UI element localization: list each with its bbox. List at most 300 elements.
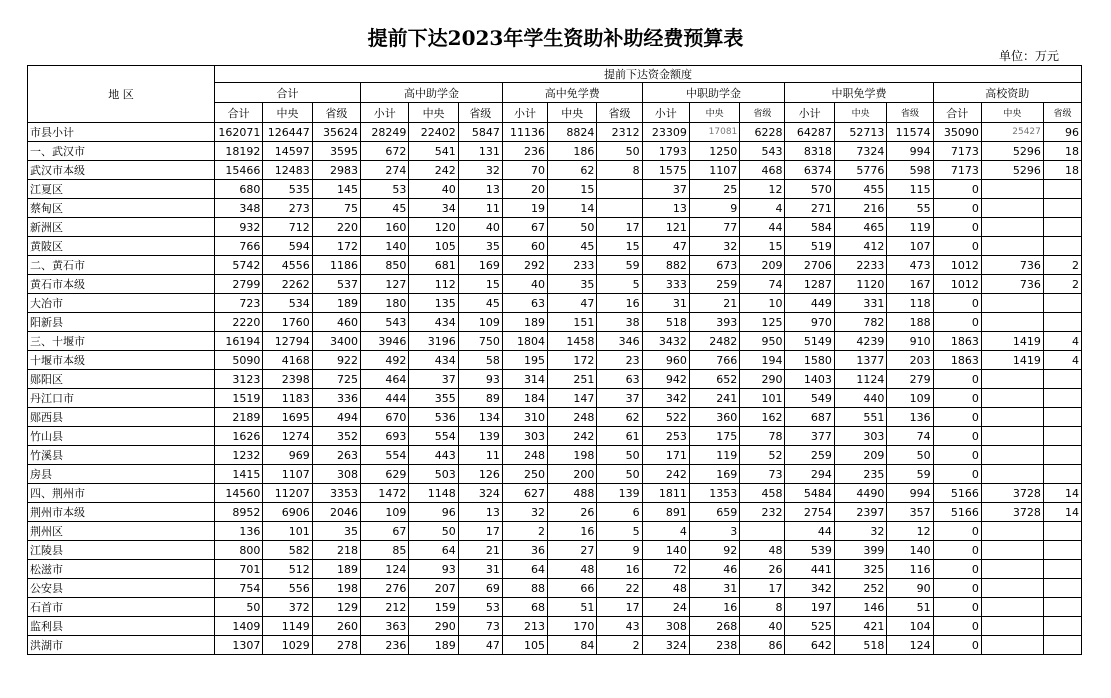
value-cell (1043, 541, 1081, 560)
value-cell: 43 (597, 617, 642, 636)
page-title: 提前下达2023年学生资助补助经费预算表 (367, 26, 744, 50)
value-cell: 14 (548, 199, 597, 218)
value-cell: 4 (1043, 351, 1081, 370)
value-cell: 3196 (409, 332, 458, 351)
value-cell: 1107 (689, 161, 739, 180)
value-cell: 169 (689, 465, 739, 484)
value-cell: 16 (689, 598, 739, 617)
value-cell: 1458 (548, 332, 597, 351)
value-cell: 25 (689, 180, 739, 199)
value-cell: 62 (597, 408, 642, 427)
value-cell: 203 (887, 351, 933, 370)
value-cell: 554 (361, 446, 409, 465)
value-cell: 171 (642, 446, 689, 465)
value-cell: 194 (740, 351, 785, 370)
value-cell: 342 (785, 579, 834, 598)
value-cell: 198 (312, 579, 360, 598)
sub-header: 合计 (215, 103, 263, 123)
value-cell: 37 (409, 370, 458, 389)
sub-header: 中央 (834, 103, 887, 123)
value-cell: 942 (642, 370, 689, 389)
value-cell: 52713 (834, 123, 887, 142)
category-header: 高校资助 (933, 83, 1081, 103)
sub-header: 省级 (740, 103, 785, 123)
value-cell (1043, 218, 1081, 237)
value-cell: 960 (642, 351, 689, 370)
value-cell: 5 (597, 275, 642, 294)
value-cell: 216 (834, 199, 887, 218)
value-cell: 36 (502, 541, 547, 560)
region-name: 大冶市 (28, 294, 215, 313)
value-cell: 372 (263, 598, 312, 617)
sub-header: 小计 (361, 103, 409, 123)
table-row (28, 199, 1082, 218)
value-cell: 910 (887, 332, 933, 351)
value-cell: 16 (597, 560, 642, 579)
value-cell: 66 (548, 579, 597, 598)
region-name: 荆州区 (28, 522, 215, 541)
value-cell: 268 (689, 617, 739, 636)
value-cell: 3400 (312, 332, 360, 351)
value-cell: 17 (597, 218, 642, 237)
value-cell: 292 (502, 256, 547, 275)
region-name: 二、黄石市 (28, 256, 215, 275)
value-cell: 534 (263, 294, 312, 313)
value-cell: 84 (548, 636, 597, 655)
value-cell: 37 (597, 389, 642, 408)
value-cell: 412 (834, 237, 887, 256)
value-cell: 2706 (785, 256, 834, 275)
region-name: 荆州市本级 (28, 503, 215, 522)
region-name: 江夏区 (28, 180, 215, 199)
value-cell (1043, 180, 1081, 199)
value-cell: 119 (887, 218, 933, 237)
value-cell (740, 522, 785, 541)
value-cell (1043, 636, 1081, 655)
value-cell: 355 (409, 389, 458, 408)
value-cell: 5847 (458, 123, 502, 142)
value-cell: 14560 (215, 484, 263, 503)
value-cell: 50 (597, 142, 642, 161)
region-header: 地 区 (28, 66, 215, 123)
value-cell: 96 (1043, 123, 1081, 142)
value-cell: 46 (689, 560, 739, 579)
value-cell: 124 (361, 560, 409, 579)
value-cell (981, 294, 1043, 313)
value-cell: 140 (361, 237, 409, 256)
value-cell: 31 (458, 560, 502, 579)
value-cell: 31 (642, 294, 689, 313)
value-cell: 101 (740, 389, 785, 408)
value-cell: 195 (502, 351, 547, 370)
value-cell: 4556 (263, 256, 312, 275)
value-cell: 48 (642, 579, 689, 598)
value-cell: 1012 (933, 275, 981, 294)
value-cell: 50 (887, 446, 933, 465)
value-cell: 1415 (215, 465, 263, 484)
table-row (28, 465, 1082, 484)
value-cell: 0 (933, 617, 981, 636)
value-cell: 273 (263, 199, 312, 218)
value-cell: 197 (785, 598, 834, 617)
value-cell: 25427 (981, 123, 1043, 142)
table-row (28, 294, 1082, 313)
value-cell: 259 (689, 275, 739, 294)
value-cell: 518 (642, 313, 689, 332)
value-cell: 12 (740, 180, 785, 199)
value-cell: 12794 (263, 332, 312, 351)
value-cell: 1274 (263, 427, 312, 446)
value-cell (981, 541, 1043, 560)
value-cell: 135 (409, 294, 458, 313)
value-cell: 736 (981, 275, 1043, 294)
value-cell: 970 (785, 313, 834, 332)
value-cell: 6 (597, 503, 642, 522)
value-cell: 134 (458, 408, 502, 427)
value-cell: 314 (502, 370, 547, 389)
region-name: 十堰市本级 (28, 351, 215, 370)
value-cell: 147 (548, 389, 597, 408)
value-cell: 89 (458, 389, 502, 408)
value-cell: 160 (361, 218, 409, 237)
value-cell: 236 (502, 142, 547, 161)
table-row (28, 180, 1082, 199)
value-cell: 232 (740, 503, 785, 522)
value-cell: 324 (642, 636, 689, 655)
value-cell: 0 (933, 579, 981, 598)
value-cell: 47 (458, 636, 502, 655)
value-cell: 6374 (785, 161, 834, 180)
value-cell: 1232 (215, 446, 263, 465)
value-cell: 922 (312, 351, 360, 370)
table-row (28, 408, 1082, 427)
value-cell (1043, 370, 1081, 389)
value-cell: 209 (740, 256, 785, 275)
value-cell (981, 370, 1043, 389)
value-cell (597, 199, 642, 218)
category-header: 高中助学金 (361, 83, 503, 103)
value-cell: 125 (740, 313, 785, 332)
value-cell: 109 (887, 389, 933, 408)
value-cell (981, 180, 1043, 199)
region-name: 三、十堰市 (28, 332, 215, 351)
value-cell: 701 (215, 560, 263, 579)
value-cell: 444 (361, 389, 409, 408)
region-name: 丹江口市 (28, 389, 215, 408)
value-cell: 40 (409, 180, 458, 199)
value-cell: 0 (933, 389, 981, 408)
value-cell: 584 (785, 218, 834, 237)
value-cell: 3595 (312, 142, 360, 161)
region-name: 郧西县 (28, 408, 215, 427)
region-name: 阳新县 (28, 313, 215, 332)
value-cell: 14 (1043, 503, 1081, 522)
value-cell: 333 (642, 275, 689, 294)
sub-header: 小计 (785, 103, 834, 123)
value-cell: 331 (834, 294, 887, 313)
value-cell: 252 (834, 579, 887, 598)
value-cell: 673 (689, 256, 739, 275)
value-cell: 212 (361, 598, 409, 617)
table-row (28, 617, 1082, 636)
value-cell: 891 (642, 503, 689, 522)
value-cell: 4490 (834, 484, 887, 503)
value-cell: 1107 (263, 465, 312, 484)
value-cell: 336 (312, 389, 360, 408)
value-cell (981, 522, 1043, 541)
value-cell: 5166 (933, 503, 981, 522)
value-cell: 443 (409, 446, 458, 465)
value-cell: 220 (312, 218, 360, 237)
value-cell: 248 (502, 446, 547, 465)
value-cell: 145 (312, 180, 360, 199)
region-name: 黄陂区 (28, 237, 215, 256)
value-cell: 629 (361, 465, 409, 484)
value-cell: 360 (689, 408, 739, 427)
value-cell: 15 (597, 237, 642, 256)
value-cell: 60 (502, 237, 547, 256)
value-cell: 32 (458, 161, 502, 180)
value-cell: 290 (740, 370, 785, 389)
value-cell: 15466 (215, 161, 263, 180)
value-cell: 1250 (689, 142, 739, 161)
value-cell: 308 (642, 617, 689, 636)
value-cell: 1353 (689, 484, 739, 503)
value-cell: 207 (409, 579, 458, 598)
value-cell: 63 (597, 370, 642, 389)
value-cell: 238 (689, 636, 739, 655)
value-cell: 1403 (785, 370, 834, 389)
value-cell: 16194 (215, 332, 263, 351)
value-cell: 3728 (981, 503, 1043, 522)
value-cell: 1863 (933, 351, 981, 370)
sub-header: 中央 (548, 103, 597, 123)
value-cell: 14597 (263, 142, 312, 161)
table-row (28, 503, 1082, 522)
value-cell: 3 (689, 522, 739, 541)
value-cell: 32 (502, 503, 547, 522)
value-cell: 169 (458, 256, 502, 275)
value-cell: 421 (834, 617, 887, 636)
value-cell: 488 (548, 484, 597, 503)
value-cell: 14 (1043, 484, 1081, 503)
value-cell: 1863 (933, 332, 981, 351)
value-cell: 77 (689, 218, 739, 237)
value-cell: 115 (887, 180, 933, 199)
value-cell: 250 (502, 465, 547, 484)
value-cell: 642 (785, 636, 834, 655)
value-cell: 5742 (215, 256, 263, 275)
table-row (28, 579, 1082, 598)
value-cell: 218 (312, 541, 360, 560)
value-cell: 594 (263, 237, 312, 256)
value-cell: 672 (361, 142, 409, 161)
value-cell: 3353 (312, 484, 360, 503)
value-cell: 556 (263, 579, 312, 598)
value-cell: 460 (312, 313, 360, 332)
value-cell: 58 (458, 351, 502, 370)
value-cell: 35624 (312, 123, 360, 142)
value-cell: 7324 (834, 142, 887, 161)
value-cell: 72 (642, 560, 689, 579)
value-cell: 2046 (312, 503, 360, 522)
sub-header: 省级 (1043, 103, 1081, 123)
region-name: 洪湖市 (28, 636, 215, 655)
value-cell: 0 (933, 313, 981, 332)
value-cell: 68 (502, 598, 547, 617)
value-cell: 198 (548, 446, 597, 465)
value-cell (1043, 237, 1081, 256)
value-cell: 1120 (834, 275, 887, 294)
value-cell: 303 (502, 427, 547, 446)
value-cell (981, 560, 1043, 579)
value-cell: 22402 (409, 123, 458, 142)
value-cell: 1377 (834, 351, 887, 370)
value-cell (1043, 560, 1081, 579)
region-name: 一、武汉市 (28, 142, 215, 161)
value-cell: 17 (597, 598, 642, 617)
value-cell: 167 (887, 275, 933, 294)
region-name: 蔡甸区 (28, 199, 215, 218)
value-cell: 116 (887, 560, 933, 579)
region-name: 四、荆州市 (28, 484, 215, 503)
value-cell: 17 (740, 579, 785, 598)
value-cell: 86 (740, 636, 785, 655)
value-cell: 180 (361, 294, 409, 313)
value-cell: 4 (642, 522, 689, 541)
value-cell: 118 (887, 294, 933, 313)
value-cell: 2482 (689, 332, 739, 351)
value-cell: 73 (458, 617, 502, 636)
value-cell: 140 (887, 541, 933, 560)
value-cell: 8 (597, 161, 642, 180)
value-cell: 48 (548, 560, 597, 579)
value-cell: 74 (887, 427, 933, 446)
value-cell: 465 (834, 218, 887, 237)
region-name: 公安县 (28, 579, 215, 598)
table-row (28, 313, 1082, 332)
sub-header: 省级 (312, 103, 360, 123)
value-cell: 24 (642, 598, 689, 617)
value-cell: 242 (548, 427, 597, 446)
budget-table (27, 65, 1082, 655)
value-cell (1043, 313, 1081, 332)
value-cell: 681 (409, 256, 458, 275)
table-row (28, 484, 1082, 503)
region-name: 郧阳区 (28, 370, 215, 389)
value-cell: 16 (597, 294, 642, 313)
value-cell: 570 (785, 180, 834, 199)
region-name: 松滋市 (28, 560, 215, 579)
value-cell: 50 (215, 598, 263, 617)
value-cell: 377 (785, 427, 834, 446)
value-cell: 242 (409, 161, 458, 180)
value-cell: 15 (548, 180, 597, 199)
value-cell: 186 (548, 142, 597, 161)
value-cell: 549 (785, 389, 834, 408)
category-header: 合计 (215, 83, 361, 103)
value-cell: 473 (887, 256, 933, 275)
value-cell: 175 (689, 427, 739, 446)
value-cell: 294 (785, 465, 834, 484)
value-cell: 109 (361, 503, 409, 522)
value-cell: 35 (458, 237, 502, 256)
value-cell: 0 (933, 598, 981, 617)
value-cell: 4239 (834, 332, 887, 351)
value-cell: 5296 (981, 161, 1043, 180)
value-cell (981, 427, 1043, 446)
value-cell: 736 (981, 256, 1043, 275)
value-cell: 13 (642, 199, 689, 218)
value-cell: 189 (502, 313, 547, 332)
value-cell: 96 (409, 503, 458, 522)
value-cell: 2 (502, 522, 547, 541)
value-cell: 276 (361, 579, 409, 598)
value-cell: 105 (409, 237, 458, 256)
value-cell: 48 (740, 541, 785, 560)
value-cell: 172 (312, 237, 360, 256)
value-cell: 278 (312, 636, 360, 655)
value-cell: 554 (409, 427, 458, 446)
value-cell: 40 (458, 218, 502, 237)
value-cell: 932 (215, 218, 263, 237)
value-cell: 680 (215, 180, 263, 199)
value-cell: 260 (312, 617, 360, 636)
value-cell: 12483 (263, 161, 312, 180)
unit-label: 单位：万元 (998, 49, 1059, 63)
value-cell: 2220 (215, 313, 263, 332)
value-cell: 112 (409, 275, 458, 294)
value-cell (981, 446, 1043, 465)
value-cell: 11136 (502, 123, 547, 142)
value-cell: 18 (1043, 161, 1081, 180)
value-cell: 11 (458, 446, 502, 465)
value-cell: 5484 (785, 484, 834, 503)
value-cell: 15 (740, 237, 785, 256)
value-cell: 61 (597, 427, 642, 446)
value-cell: 464 (361, 370, 409, 389)
value-cell: 1695 (263, 408, 312, 427)
value-cell: 184 (502, 389, 547, 408)
value-cell: 449 (785, 294, 834, 313)
value-cell: 32 (834, 522, 887, 541)
value-cell: 88 (502, 579, 547, 598)
value-cell: 40 (502, 275, 547, 294)
value-cell: 23309 (642, 123, 689, 142)
value-cell: 598 (887, 161, 933, 180)
value-cell: 522 (642, 408, 689, 427)
value-cell: 236 (361, 636, 409, 655)
value-cell: 17 (458, 522, 502, 541)
value-cell: 248 (548, 408, 597, 427)
value-cell: 162071 (215, 123, 263, 142)
table-row (28, 560, 1082, 579)
value-cell: 4 (1043, 332, 1081, 351)
value-cell (981, 218, 1043, 237)
value-cell: 9 (689, 199, 739, 218)
value-cell: 1307 (215, 636, 263, 655)
value-cell: 53 (458, 598, 502, 617)
region-name: 市县小计 (28, 123, 215, 142)
value-cell: 50 (597, 465, 642, 484)
value-cell: 2189 (215, 408, 263, 427)
value-cell: 6906 (263, 503, 312, 522)
value-cell: 7173 (933, 161, 981, 180)
value-cell: 512 (263, 560, 312, 579)
table-row (28, 522, 1082, 541)
value-cell: 64287 (785, 123, 834, 142)
value-cell (1043, 389, 1081, 408)
